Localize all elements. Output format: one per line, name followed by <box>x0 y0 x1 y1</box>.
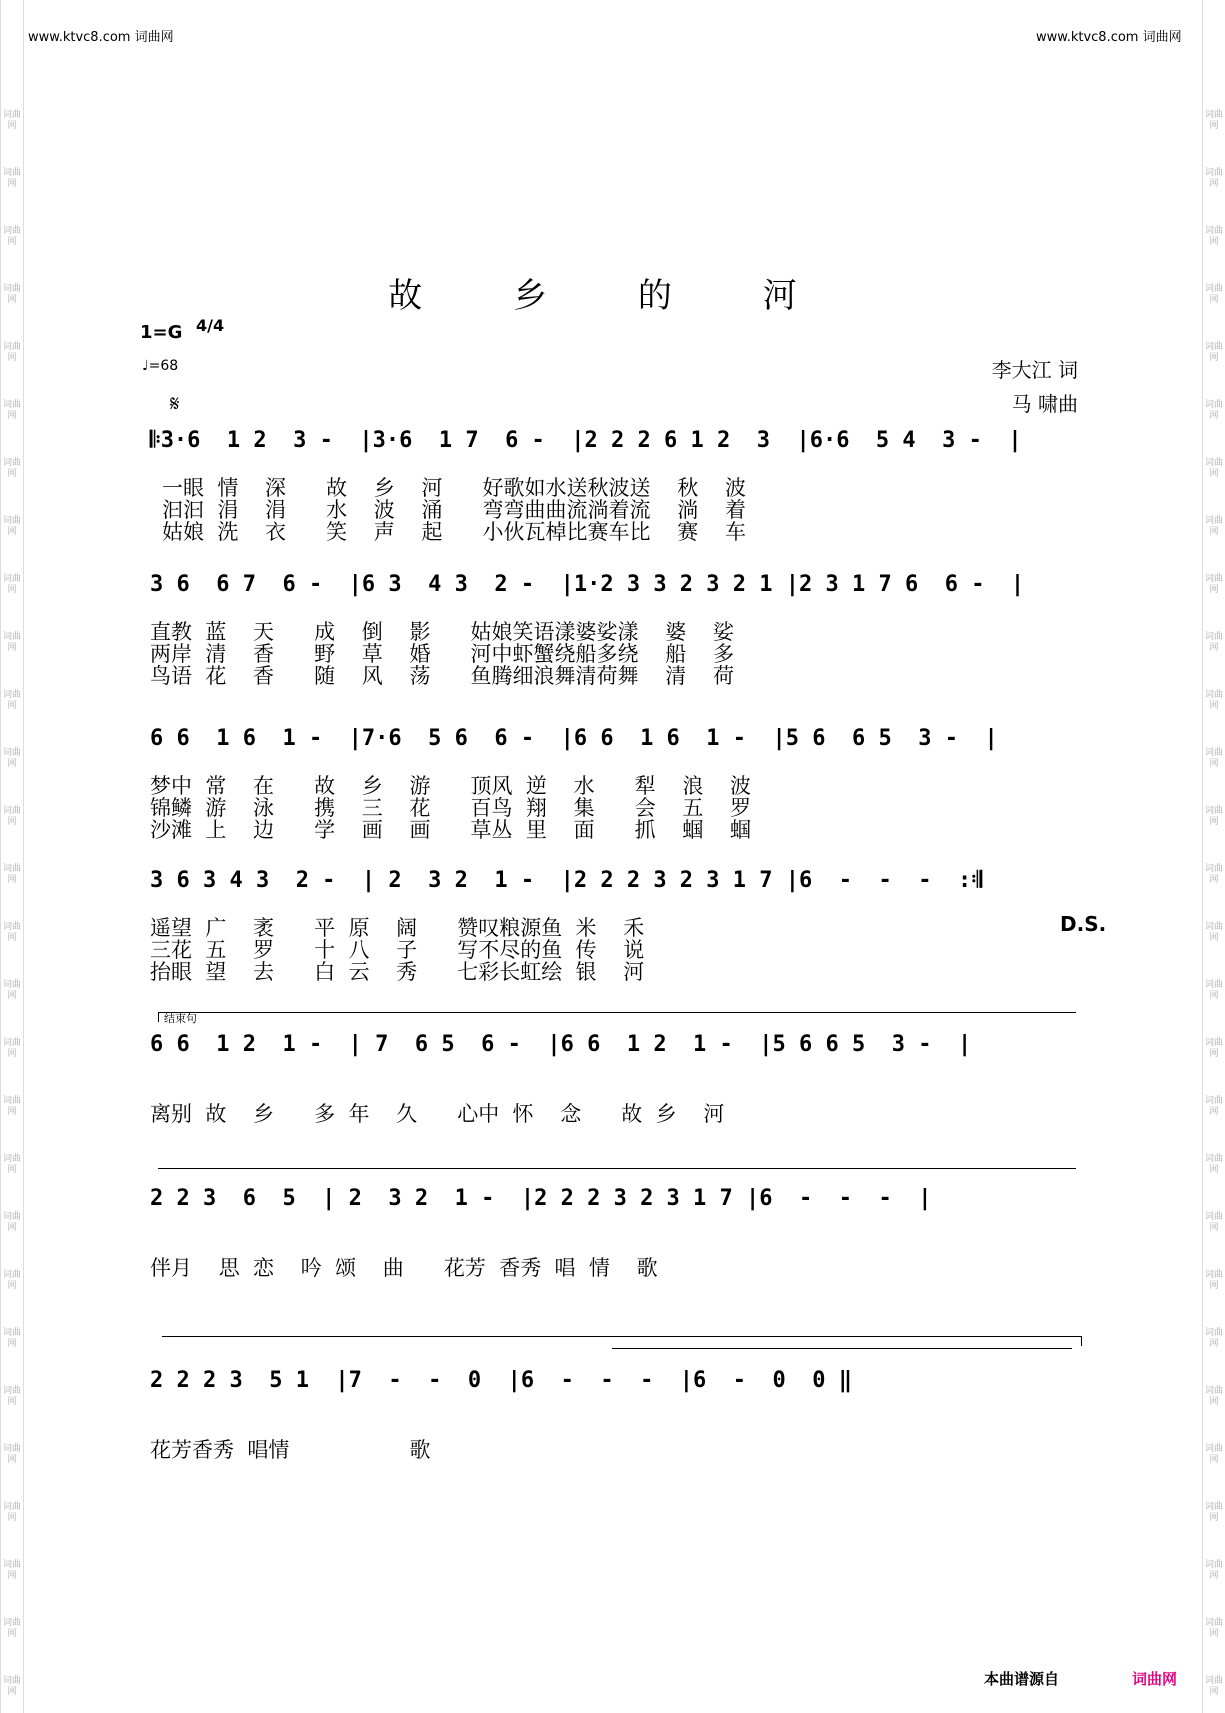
side-watermark-text: 词曲网 <box>1205 1618 1224 1639</box>
left-watermark-strip <box>0 0 24 1713</box>
side-watermark-text: 词曲网 <box>3 1096 22 1117</box>
system-rule-tick <box>1081 1336 1082 1346</box>
lyric-verse-3: 抬眼 望 去 白 云 秀 七彩长虹绘 银 河 <box>150 960 645 984</box>
side-watermark-text: 词曲网 <box>3 864 22 885</box>
side-watermark-text: 词曲网 <box>1205 400 1224 421</box>
side-watermark-text: 词曲网 <box>1205 980 1224 1001</box>
notes-line: 2 2 2 3 5 1 |7 - - 0 |6 - - - |6 - 0 0 ‖ <box>150 1368 852 1393</box>
lyric-verse-1: 直教 蓝 天 成 倒 影 姑娘笑语漾婆娑漾 婆 娑 <box>150 620 734 644</box>
time-signature: 4/4 <box>196 316 225 335</box>
side-watermark-text: 词曲网 <box>1205 342 1224 363</box>
lyric-verse-1: 一眼 情 深 故 乡 河 好歌如水送秋波送 秋 波 <box>162 476 746 500</box>
side-watermark-text: 词曲网 <box>3 1038 22 1059</box>
side-watermark-text: 词曲网 <box>1205 1386 1224 1407</box>
side-watermark-text: 词曲网 <box>3 284 22 305</box>
side-watermark-text: 词曲网 <box>3 1270 22 1291</box>
side-watermark-text: 词曲网 <box>1205 168 1224 189</box>
side-watermark-text: 词曲网 <box>1205 632 1224 653</box>
side-watermark-text: 词曲网 <box>1205 1212 1224 1233</box>
notes-line: 6 6 1 2 1 - | 7 6 5 6 - |6 6 1 2 1 - |5 6 6 5 3 - | <box>150 1032 972 1057</box>
lyric-line: 花芳香秀 唱情 歌 <box>150 1438 431 1462</box>
side-watermark-text: 词曲网 <box>1205 864 1224 885</box>
side-watermark-text: 词曲网 <box>3 1502 22 1523</box>
side-watermark-text: 词曲网 <box>1205 1096 1224 1117</box>
side-watermark-text: 词曲网 <box>3 1212 22 1233</box>
side-watermark-text: 词曲网 <box>3 226 22 247</box>
side-watermark-text: 词曲网 <box>1205 1444 1224 1465</box>
ds-mark: D.S. <box>1060 912 1107 936</box>
side-watermark-text: 词曲网 <box>3 1618 22 1639</box>
side-watermark-text: 词曲网 <box>3 748 22 769</box>
notes-line: 2 2 3 6 5 | 2 3 2 1 - |2 2 2 3 2 3 1 7 |6 - - - | <box>150 1186 932 1211</box>
ending-bracket-tick <box>158 1012 159 1022</box>
side-watermark-text: 词曲网 <box>3 400 22 421</box>
lyric-verse-2: 三花 五 罗 十 八 子 写不尽的鱼 传 说 <box>150 938 645 962</box>
side-watermark-text: 词曲网 <box>1205 922 1224 943</box>
ending-bracket <box>158 1012 1076 1013</box>
right-watermark-strip <box>1202 0 1225 1713</box>
side-watermark-text: 词曲网 <box>3 1386 22 1407</box>
side-watermark-text: 词曲网 <box>3 690 22 711</box>
side-watermark-text: 词曲网 <box>1205 284 1224 305</box>
side-watermark-text: 词曲网 <box>3 1328 22 1349</box>
side-watermark-text: 词曲网 <box>3 110 22 131</box>
side-watermark-text: 词曲网 <box>3 458 22 479</box>
side-watermark-text: 词曲网 <box>1205 690 1224 711</box>
lyric-verse-1: 遥望 广 袤 平 原 阔 赞叹粮源鱼 米 禾 <box>150 916 645 940</box>
lyric-verse-3: 鸟语 花 香 随 风 荡 鱼腾细浪舞清荷舞 清 荷 <box>150 664 734 688</box>
notes-line: 3 6 6 7 6 - |6 3 4 3 2 - |1·2 3 3 2 3 2 1 |2 3 1 7 6 6 - | <box>150 572 1025 597</box>
lyric-verse-3: 沙滩 上 边 学 画 画 草丛 里 面 抓 蝈 蝈 <box>150 818 752 842</box>
tie-line <box>612 1348 1072 1349</box>
side-watermark-text: 词曲网 <box>1205 1560 1224 1581</box>
side-watermark-text: 词曲网 <box>1205 110 1224 131</box>
lyricist: 李大江 词 <box>991 358 1078 382</box>
side-watermark-text: 词曲网 <box>1205 516 1224 537</box>
side-watermark-text: 词曲网 <box>3 342 22 363</box>
notes-line: 3 6 3 4 3 2 - | 2 3 2 1 - |2 2 2 3 2 3 1 7 |6 - - - :𝄇 <box>150 868 982 893</box>
notes-line: 𝄆3·6 1 2 3 - |3·6 1 7 6 - |2 2 2 6 1 2 3 |6·6 5 4 3 - | <box>150 428 1022 453</box>
side-watermark-text: 词曲网 <box>1205 1676 1224 1697</box>
side-watermark-text: 词曲网 <box>3 922 22 943</box>
system-rule <box>158 1168 1076 1169</box>
side-watermark-text: 词曲网 <box>3 1560 22 1581</box>
side-watermark-text: 词曲网 <box>3 1676 22 1697</box>
side-watermark-text: 词曲网 <box>3 168 22 189</box>
lyric-line: 离别 故 乡 多 年 久 心中 怀 念 故 乡 河 <box>150 1102 725 1126</box>
tempo-mark: ♩=68 <box>142 358 179 374</box>
song-title: 故 乡 的 河 <box>388 276 837 316</box>
lyric-verse-1: 梦中 常 在 故 乡 游 顶风 逆 水 犁 浪 波 <box>150 774 752 798</box>
notes-line: 6 6 1 6 1 - |7·6 5 6 6 - |6 6 1 6 1 - |5 6 6 5 3 - | <box>150 726 998 751</box>
side-watermark-text: 词曲网 <box>3 806 22 827</box>
lyric-verse-3: 姑娘 洗 衣 笑 声 起 小伙瓦棹比赛车比 赛 车 <box>162 520 746 544</box>
side-watermark-text: 词曲网 <box>1205 1270 1224 1291</box>
side-watermark-text: 词曲网 <box>3 632 22 653</box>
side-watermark-text: 词曲网 <box>3 1444 22 1465</box>
side-watermark-text: 词曲网 <box>3 516 22 537</box>
side-watermark-text: 词曲网 <box>3 1154 22 1175</box>
footer-brand: 词曲网 <box>1132 1670 1178 1688</box>
side-watermark-text: 词曲网 <box>1205 458 1224 479</box>
side-watermark-text: 词曲网 <box>1205 748 1224 769</box>
watermark-left: www.ktvc8.com 词曲网 <box>28 30 174 45</box>
watermark-right: www.ktvc8.com 词曲网 <box>1036 30 1182 45</box>
side-watermark-text: 词曲网 <box>1205 226 1224 247</box>
lyric-line: 伴月 思 恋 吟 颂 曲 花芳 香秀 唱 情 歌 <box>150 1256 658 1280</box>
side-watermark-text: 词曲网 <box>3 980 22 1001</box>
side-watermark-text: 词曲网 <box>3 574 22 595</box>
lyric-verse-2: 锦鳞 游 泳 携 三 花 百鸟 翔 集 会 五 罗 <box>150 796 752 820</box>
side-watermark-text: 词曲网 <box>1205 1502 1224 1523</box>
side-watermark-text: 词曲网 <box>1205 1328 1224 1349</box>
side-watermark-text: 词曲网 <box>1205 1038 1224 1059</box>
key-signature: 1=G <box>140 322 183 343</box>
system-rule <box>162 1336 1082 1337</box>
composer: 马 啸曲 <box>1011 392 1078 416</box>
ending-label: 结束句 <box>164 1012 197 1025</box>
side-watermark-text: 词曲网 <box>1205 806 1224 827</box>
lyric-verse-2: 两岸 清 香 野 草 婚 河中虾蟹绕船多绕 船 多 <box>150 642 734 666</box>
lyric-verse-2: 汩汩 涓 涓 水 波 涌 弯弯曲曲流淌着流 淌 着 <box>162 498 746 522</box>
footer-label: 本曲谱源自 <box>984 1670 1060 1688</box>
segno-sign: 𝄋 <box>170 392 180 417</box>
side-watermark-text: 词曲网 <box>1205 574 1224 595</box>
side-watermark-text: 词曲网 <box>1205 1154 1224 1175</box>
